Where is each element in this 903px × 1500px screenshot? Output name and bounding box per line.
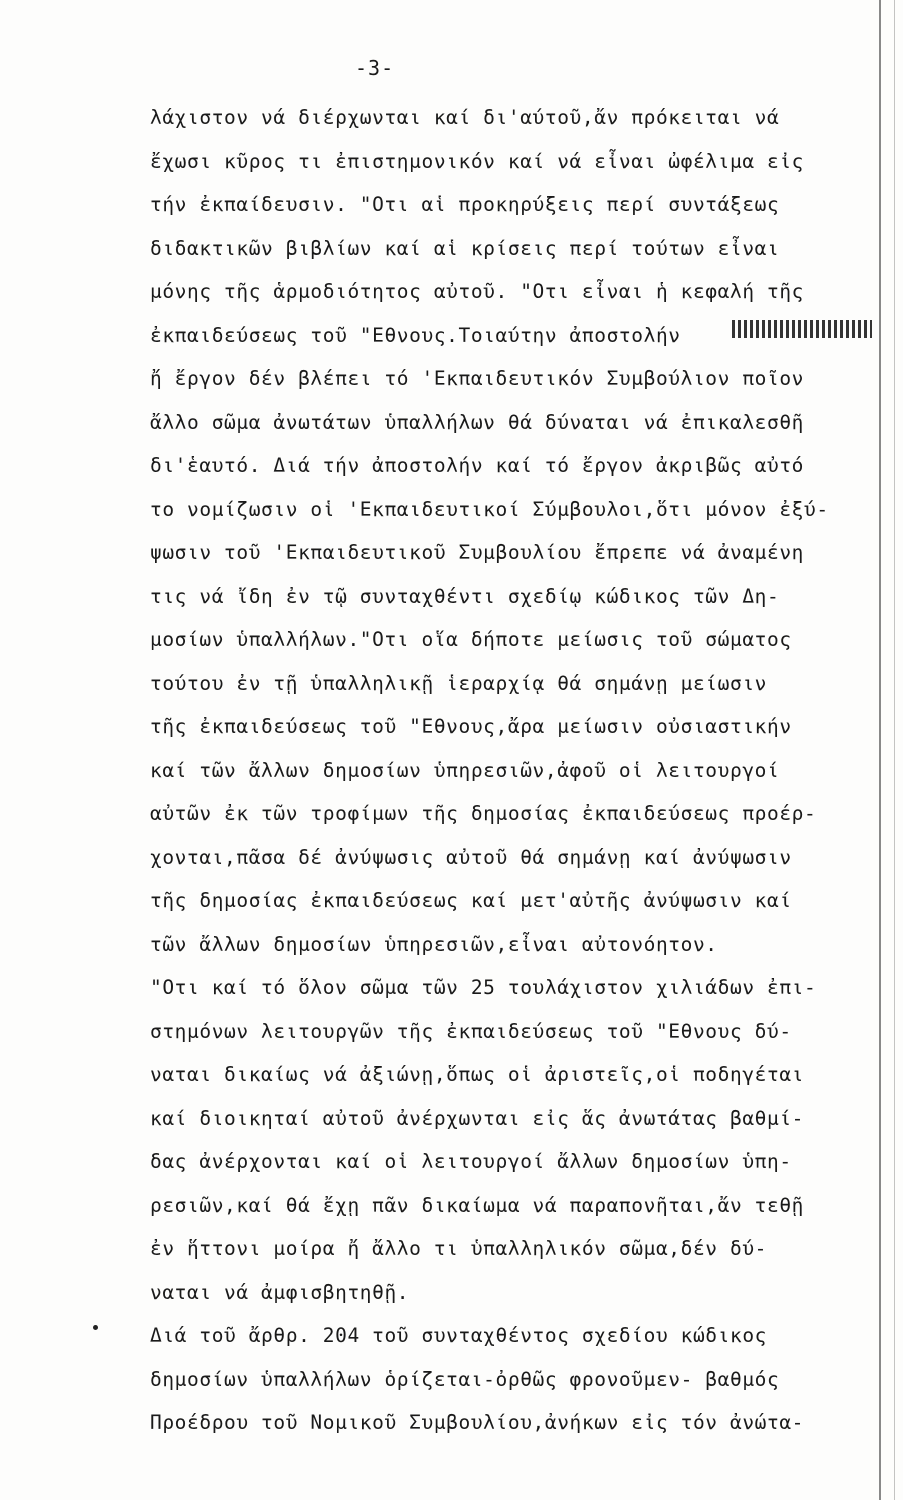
text-line: Διά τοῦ ἄρθρ. 204 τοῦ συνταχθέντος σχεδίου κώδικος — [150, 1324, 767, 1347]
text-line: τούτου ἐν τῇ ὑπαλληλικῇ ἱεραρχίᾳ θά σημάνῃ μείωσιν — [150, 671, 767, 695]
text-line: τις νά ἴδη ἐν τῷ συνταχθέντι σχεδίῳ κώδικος τῶν Δη- — [150, 584, 780, 608]
text-line: ρεσιῶν,καί θά ἔχῃ πᾶν δικαίωμα νά παραπονῆται,ἄν τεθῇ — [150, 1193, 805, 1217]
text-line: ψωσιν τοῦ 'Εκπαιδευτικοῦ Συμβουλίου ἔπρεπε νά ἀναμένη — [150, 541, 805, 564]
text-line: μοσίων ὑπαλλήλων."Οτι οἵα δήποτε μείωσις τοῦ σώματος — [150, 628, 792, 651]
text-line: τήν ἐκπαίδευσιν. "Οτι αἱ προκηρύξεις περί συντάξεως — [150, 193, 780, 216]
text-line: δημοσίων ὑπαλλήλων ὁρίζεται-ὀρθῶς φρονοῦμεν- βαθμός — [150, 1367, 780, 1391]
text-line: αὐτῶν ἐκ τῶν τροφίμων τῆς δημοσίας ἐκπαιδεύσεως προέρ- — [150, 802, 817, 825]
page-number: -3- — [355, 56, 395, 80]
typed-body-text — [150, 96, 870, 1445]
scan-edge-line-secondary — [894, 0, 895, 1500]
text-line: διδακτικῶν βιβλίων καί αἱ κρίσεις περί τούτων εἶναι — [150, 236, 780, 260]
text-line: ἐν ἥττονι μοίρα ἤ ἄλλο τι ὑπαλληλικόν σῶμα,δέν δύ- — [150, 1237, 767, 1260]
text-line: ἔχωσι κῦρος τι ἐπιστημονικόν καί νά εἶναι ὠφέλιμα εἰς — [150, 149, 805, 173]
text-line: μόνης τῆς ἁρμοδιότητος αὐτοῦ. "Οτι εἶναι ἡ κεφαλή τῆς — [150, 280, 805, 303]
text-line: δι'ἑαυτό. Διά τήν ἀποστολήν καί τό ἔργον ἀκριβῶς αὐτό — [150, 454, 805, 477]
text-line: τῆς ἐκπαιδεύσεως τοῦ "Εθνους,ἄρα μείωσιν οὐσιαστικήν — [150, 715, 792, 738]
text-line: "Οτι καί τό ὅλον σῶμα τῶν 25 τουλάχιστον χιλιάδων ἐπι- — [150, 976, 817, 999]
text-line: καί τῶν ἄλλων δημοσίων ὑπηρεσιῶν,ἀφοῦ οἱ λειτουργοί — [150, 758, 780, 782]
text-line: ἤ ἔργον δέν βλέπει τό 'Εκπαιδευτικόν Συμβούλιον ποῖον — [150, 367, 805, 390]
text-line: τῆς δημοσίας ἐκπαιδεύσεως καί μετ'αὐτῆς ἀνύψωσιν καί — [150, 889, 792, 912]
text-line: Προέδρου τοῦ Νομικοῦ Συμβουλίου,ἀνήκων εἰς τόν ἀνώτα- — [150, 1411, 805, 1434]
text-line: στημόνων λειτουργῶν τῆς ἐκπαιδεύσεως τοῦ "Εθνους δύ- — [150, 1019, 792, 1043]
text-line: καί διοικηταί αὐτοῦ ἀνέρχωνται εἰς ἅς ἀνωτάτας βαθμί- — [150, 1106, 805, 1130]
margin-dot — [93, 1325, 98, 1330]
text-line: χονται,πᾶσα δέ ἀνύψωσις αὐτοῦ θά σημάνῃ καί ἀνύψωσιν — [150, 845, 792, 869]
text-line: ἐκπαιδεύσεως τοῦ "Εθνους.Τοιαύτην ἀποστολήν — [150, 323, 681, 347]
text-line: ἄλλο σῶμα ἀνωτάτων ὑπαλλήλων θά δύναται νά ἐπικαλεσθῆ — [150, 410, 805, 434]
text-line: ναται νά ἀμφισβητηθῇ. — [150, 1280, 410, 1304]
text-line: δας ἀνέρχονται καί οἱ λειτουργοί ἄλλων δημοσίων ὑπη- — [150, 1150, 792, 1173]
text-line: ναται δικαίως νά ἀξιώνῃ,ὅπως οἱ ἀριστεῖς,οἱ ποδηγέται — [150, 1063, 805, 1086]
text-line: το νομίζωσιν οἱ 'Εκπαιδευτικοί Σύμβουλοι,ὅτι μόνον ἐξύ- — [150, 497, 829, 521]
scan-edge-line — [879, 0, 881, 1500]
text-line: τῶν ἄλλων δημοσίων ὑπηρεσιῶν,εἶναι αὐτονόητον. — [150, 932, 718, 956]
text-line: λάχιστον νά διέρχωνται καί δι'αύτοῦ,ἄν πρόκειται νά — [150, 106, 780, 129]
